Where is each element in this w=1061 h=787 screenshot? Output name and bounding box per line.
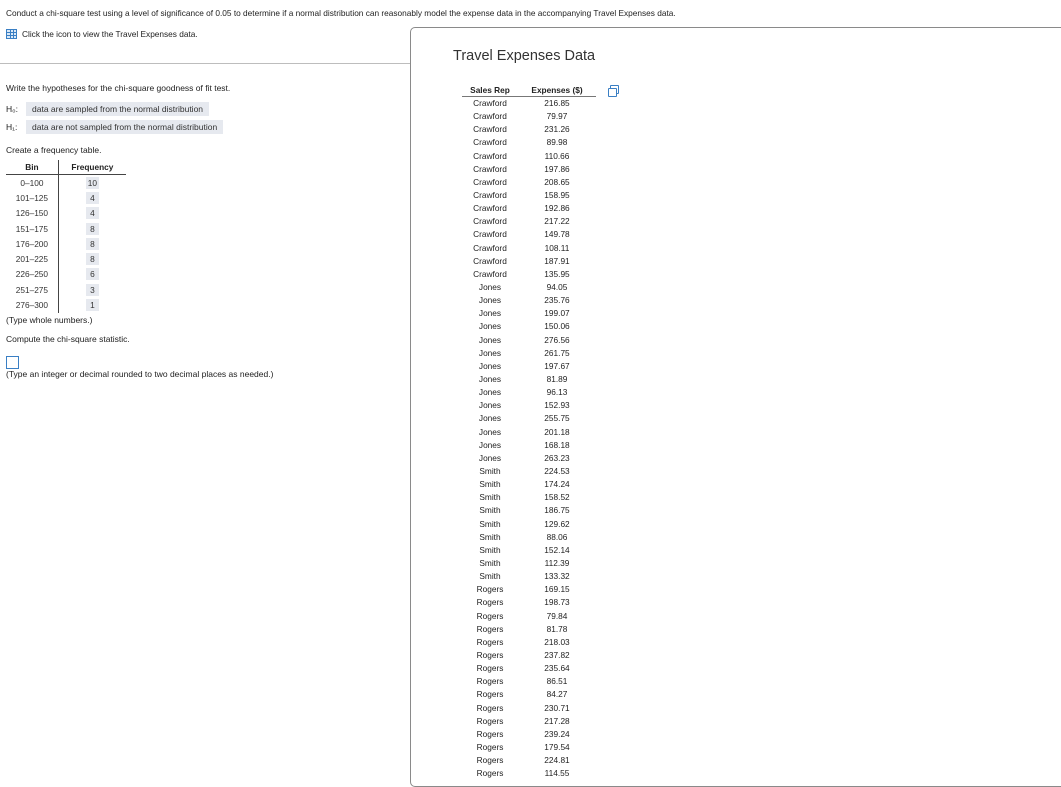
table-row [462,675,596,688]
sales-rep-cell: Rogers [476,636,504,647]
expense-cell: 158.95 [544,190,570,201]
table-row [462,386,596,399]
chi-square-answer-input[interactable] [6,356,19,369]
sales-rep-cell: Jones [478,374,502,385]
sales-rep-cell: Crawford [473,242,507,253]
table-row [462,688,596,701]
sales-rep-cell: Smith [479,479,501,490]
table-row [462,268,596,281]
hypotheses-prompt: Write the hypotheses for the chi-square goodness of fit test. [6,83,231,93]
bin-cell: 226–250 [6,267,58,282]
table-row [462,412,596,425]
expense-cell: 135.95 [544,268,570,279]
expense-cell: 81.89 [546,374,568,385]
sales-rep-cell: Crawford [473,150,507,161]
expense-cell: 230.71 [544,702,570,713]
frequency-row [6,297,126,312]
frequency-cell [58,267,126,282]
table-row [462,242,596,255]
frequency-answer-field[interactable]: 8 [86,238,99,250]
sales-rep-cell: Jones [478,321,502,332]
expense-cell: 186.75 [544,505,570,516]
sales-rep-cell: Rogers [476,623,504,634]
expense-cell: 86.51 [546,676,568,687]
sales-rep-cell: Jones [478,400,502,411]
sales-rep-cell: Rogers [476,584,504,595]
expense-cell: 179.54 [544,741,570,752]
frequency-row [6,251,126,266]
expense-cell: 235.76 [544,295,570,306]
bin-cell: 101–125 [6,190,58,205]
table-row [462,255,596,268]
expense-cell: 79.84 [546,610,568,621]
frequency-row [6,282,126,297]
sales-rep-cell: Crawford [473,255,507,266]
table-row [462,557,596,570]
expense-cell: 224.53 [544,466,570,476]
decimal-note: (Type an integer or decimal rounded to two decimal places as needed.) [6,369,274,379]
sales-rep-cell: Rogers [476,768,504,779]
table-row [462,609,596,622]
sales-rep-cell: Rogers [476,702,504,713]
sales-rep-cell: Crawford [473,137,507,148]
sales-rep-cell: Rogers [476,610,504,621]
sales-rep-cell: Jones [478,439,502,450]
expense-cell: 110.66 [544,150,570,161]
table-row [462,741,596,754]
sales-rep-cell: Crawford [473,268,507,279]
sales-rep-cell: Smith [479,557,501,568]
bin-cell: 0–100 [6,175,58,191]
table-row [462,767,596,780]
sales-rep-cell: Jones [478,282,502,293]
expense-cell: 150.06 [544,321,570,332]
table-row [462,518,596,531]
frequency-table-prompt: Create a frequency table. [6,145,102,155]
table-row [462,478,596,491]
table-row [462,176,596,189]
table-row [462,399,596,412]
table-row [462,123,596,136]
expense-cell: 216.85 [544,98,570,109]
expense-cell: 89.98 [546,137,568,148]
expense-cell: 276.56 [544,334,570,345]
expense-cell: 231.26 [544,124,570,135]
table-row [462,163,596,176]
sales-rep-cell: Smith [479,571,501,582]
table-row [462,202,596,215]
frequency-row [6,267,126,282]
table-row [462,636,596,649]
frequency-row [6,221,126,236]
question-text: Conduct a chi-square test using a level of significance of 0.05 to determine if a normal distribution can reasonably model the expense data in the accompanying Travel Expenses data. [6,8,676,18]
expense-cell: 108.11 [544,242,570,253]
sales-rep-cell: Jones [478,347,502,358]
table-row [462,531,596,544]
expense-cell: 197.67 [544,360,570,371]
table-row [462,728,596,741]
sales-rep-cell: Smith [479,492,501,503]
table-row [462,504,596,517]
sales-rep-cell: Rogers [476,755,504,766]
h0-label: H₀: [6,104,19,114]
frequency-answer-field[interactable]: 8 [86,253,99,265]
frequency-row [6,206,126,221]
table-row [462,215,596,228]
expense-cell: 96.13 [546,387,568,398]
table-row [462,320,596,333]
copy-icon[interactable] [610,85,619,94]
expense-cell: 112.39 [544,557,570,568]
bin-cell: 126–150 [6,206,58,221]
frequency-cell [58,206,126,221]
sales-rep-cell: Crawford [473,203,507,214]
expense-cell: 218.03 [544,636,570,647]
table-row [462,307,596,320]
expense-cell: 187.91 [544,255,570,266]
sales-rep-cell: Smith [479,466,501,476]
expense-cell: 237.82 [544,649,570,660]
sales-rep-cell: Rogers [476,741,504,752]
expense-cell: 84.27 [546,689,568,700]
sales-rep-cell: Rogers [476,663,504,674]
expense-cell: 201.18 [544,426,570,437]
table-row [462,189,596,202]
sales-rep-cell: Crawford [473,190,507,201]
data-link[interactable] [6,29,198,39]
frequency-answer-field[interactable]: 3 [86,284,99,296]
frequency-cell [58,297,126,312]
frequency-cell [58,190,126,205]
sales-rep-cell: Rogers [476,676,504,687]
sales-rep-cell: Jones [478,360,502,371]
expense-cell: 217.22 [544,216,570,227]
expense-cell: 88.06 [546,531,568,542]
sales-rep-cell: Jones [478,452,502,463]
sales-rep-cell: Crawford [473,176,507,187]
expense-cell: 81.78 [546,623,568,634]
frequency-answer-field[interactable]: 4 [86,207,99,219]
frequency-cell [58,175,126,191]
table-row [462,570,596,583]
expense-cell: 79.97 [546,111,568,122]
bin-header: Bin [6,160,58,175]
frequency-answer-field[interactable]: 6 [86,268,99,280]
bin-cell: 276–300 [6,297,58,312]
table-row [462,426,596,439]
table-row [462,662,596,675]
frequency-answer-field[interactable]: 4 [86,192,99,204]
table-row [462,701,596,714]
frequency-answer-field[interactable]: 10 [87,177,98,188]
table-row [462,334,596,347]
bin-cell: 201–225 [6,251,58,266]
expense-cell: 197.86 [544,163,570,174]
sales-rep-cell: Smith [479,544,501,555]
table-row [462,596,596,609]
h1-answer-field[interactable]: data are not sampled from the normal distribution [26,120,223,134]
travel-expenses-table [462,84,596,780]
table-row [462,623,596,636]
expense-cell: 114.55 [544,768,570,779]
sales-rep-cell: Rogers [476,715,504,726]
expense-cell: 239.24 [544,728,570,739]
panel-title: Travel Expenses Data [453,48,596,64]
sales-rep-cell: Jones [478,295,502,306]
table-row [462,715,596,728]
table-row [462,110,596,123]
frequency-cell [58,221,126,236]
expense-cell: 217.28 [544,715,570,726]
sales-rep-cell: Jones [478,334,502,345]
sales-rep-cell: Rogers [476,597,504,608]
h0-answer-field[interactable]: data are sampled from the normal distribution [26,102,209,116]
sales-rep-cell: Crawford [473,124,507,135]
sales-rep-cell: Crawford [473,98,507,109]
table-row [462,583,596,596]
section-divider [0,63,410,64]
sales-rep-cell: Smith [479,531,501,542]
sales-rep-cell: Rogers [476,728,504,739]
table-row [462,491,596,504]
expense-cell: 152.14 [544,544,570,555]
expense-cell: 255.75 [544,413,570,424]
expense-cell: 149.78 [544,229,570,240]
frequency-row [6,190,126,205]
table-row [462,439,596,452]
sales-rep-cell: Smith [479,505,501,516]
sales-rep-cell: Smith [479,518,501,529]
sales-rep-cell: Rogers [476,649,504,660]
sales-rep-cell: Crawford [473,163,507,174]
sales-rep-cell: Jones [478,387,502,398]
table-row [462,373,596,386]
expense-cell: 174.24 [544,479,570,490]
expense-cell: 263.23 [544,452,570,463]
table-row [462,97,596,111]
table-row [462,228,596,241]
frequency-answer-field[interactable]: 1 [86,299,99,311]
expense-cell: 198.73 [544,597,570,608]
table-row [462,360,596,373]
table-grid-icon[interactable] [6,29,17,39]
sales-rep-header: Sales Rep [462,84,518,97]
expense-cell: 199.07 [544,308,570,319]
expense-cell: 261.75 [544,347,570,358]
table-row [462,649,596,662]
sales-rep-cell: Rogers [476,689,504,700]
bin-cell: 251–275 [6,282,58,297]
expense-cell: 94.05 [546,282,568,293]
frequency-row [6,175,126,191]
table-row [462,136,596,149]
expense-cell: 224.81 [544,755,570,766]
sales-rep-cell: Crawford [473,216,507,227]
sales-rep-cell: Crawford [473,229,507,240]
sales-rep-cell: Crawford [473,111,507,122]
expense-cell: 169.15 [544,584,570,595]
table-row [462,150,596,163]
frequency-cell [58,282,126,297]
frequency-cell [58,236,126,251]
whole-numbers-note: (Type whole numbers.) [6,315,93,325]
frequency-answer-field[interactable]: 8 [86,223,99,235]
bin-cell: 176–200 [6,236,58,251]
expense-cell: 168.18 [544,439,570,450]
chi-square-prompt: Compute the chi-square statistic. [6,334,130,344]
frequency-table [6,160,126,313]
sales-rep-cell: Jones [478,426,502,437]
expense-cell: 152.93 [544,400,570,411]
expense-cell: 235.64 [544,663,570,674]
frequency-cell [58,251,126,266]
h0-row [6,102,209,116]
expense-cell: 208.65 [544,176,570,187]
table-row [462,452,596,465]
table-row [462,281,596,294]
frequency-row [6,236,126,251]
bin-cell: 151–175 [6,221,58,236]
expense-cell: 129.62 [544,518,570,529]
h1-label: H₁: [6,122,18,132]
table-row [462,754,596,767]
h1-row [6,120,223,134]
table-row [462,465,596,478]
sales-rep-cell: Jones [478,308,502,319]
expense-cell: 192.86 [544,203,570,214]
data-link-text[interactable]: Click the icon to view the Travel Expenses data. [22,29,198,39]
sales-rep-cell: Jones [478,413,502,424]
table-row [462,294,596,307]
expense-cell: 133.32 [544,571,570,582]
expenses-header: Expenses ($) [518,84,596,97]
expense-cell: 158.52 [544,492,570,503]
frequency-header: Frequency [58,160,126,175]
table-row [462,347,596,360]
table-row [462,544,596,557]
